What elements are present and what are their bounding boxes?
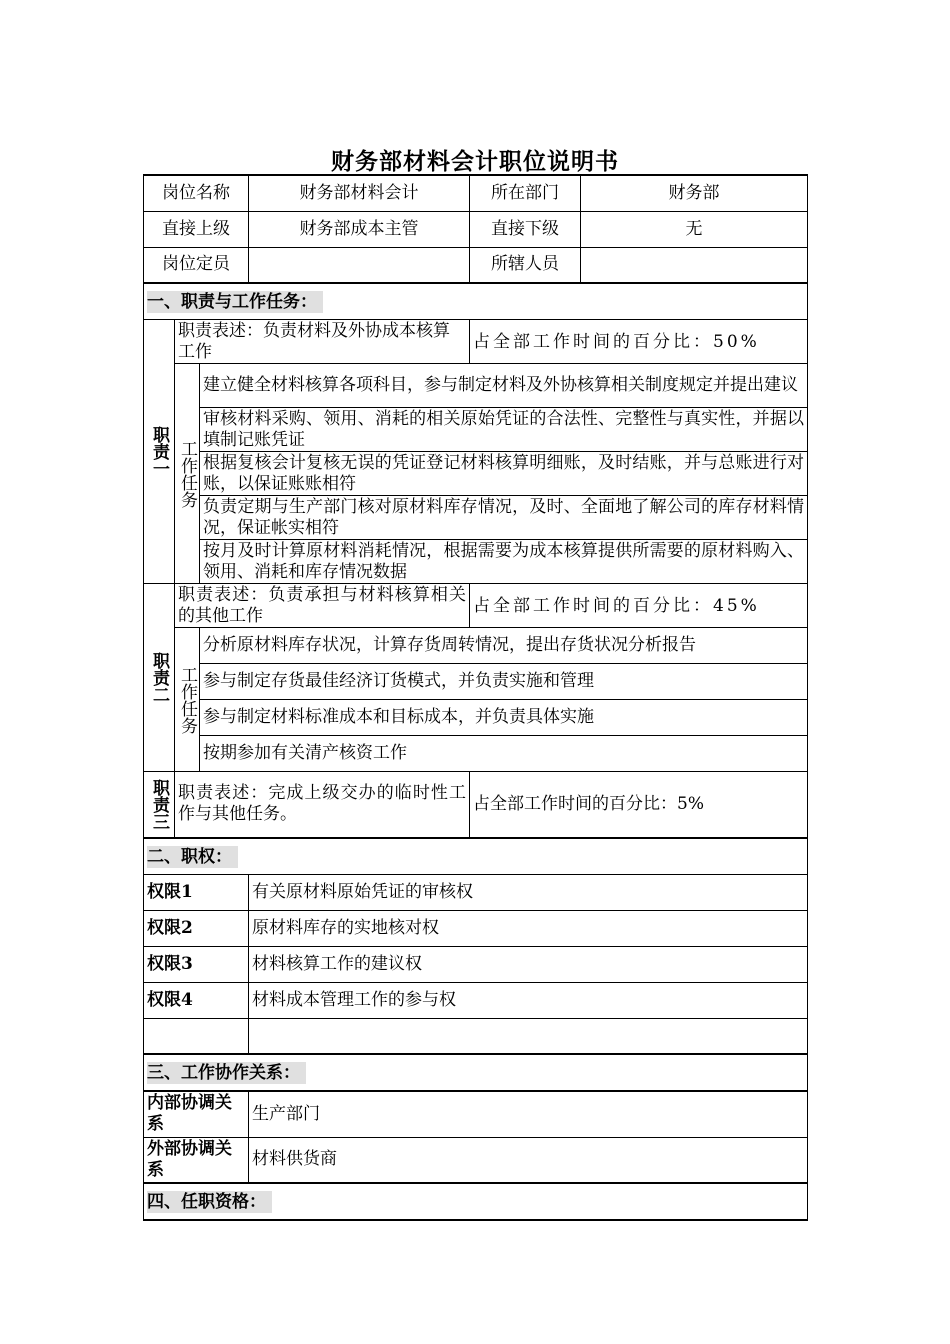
subordinate-value: 无	[581, 211, 808, 247]
task-row	[144, 496, 808, 540]
authority-row	[144, 982, 808, 1018]
section-title-relations: 三、工作协作关系：	[147, 1062, 306, 1084]
relation-label: 外部协调关系	[144, 1137, 249, 1183]
duty-percent: 占全部工作时间的百分比：5%	[470, 772, 808, 838]
duty-label: 职责二	[144, 584, 175, 772]
task-item: 根据复核会计复核无误的凭证登记材料核算明细账，及时结账，并与总账进行对账，以保证账账相符	[200, 452, 808, 496]
relation-row	[144, 1091, 808, 1137]
authority-value: 原材料库存的实地核对权	[249, 910, 808, 946]
section-title-duties: 一、职责与工作任务：	[147, 291, 323, 313]
header-row	[144, 175, 808, 211]
task-item: 建立健全材料核算各项科目，参与制定材料及外协核算相关制度规定并提出建议	[200, 364, 808, 408]
section-title-qualifications: 四、任职资格：	[147, 1191, 272, 1213]
authority-label: 权限3	[144, 946, 249, 982]
superior-value: 财务部成本主管	[249, 211, 470, 247]
staff-value	[581, 247, 808, 283]
relation-row	[144, 1137, 808, 1183]
task-item: 参与制定存货最佳经济订货模式，并负责实施和管理	[200, 664, 808, 700]
task-row	[144, 664, 808, 700]
relation-value: 材料供货商	[249, 1137, 808, 1183]
header-row	[144, 247, 808, 283]
superior-label: 直接上级	[144, 211, 249, 247]
task-item: 按月及时计算原材料消耗情况，根据需要为成本核算提供所需要的原材料购入、领用、消耗和库存情况数据	[200, 540, 808, 584]
duty-row	[144, 320, 808, 364]
subordinate-label: 直接下级	[470, 211, 581, 247]
duty-statement: 职责表述：负责承担与材料核算相关的其他工作	[175, 584, 470, 628]
task-item: 参与制定材料标准成本和目标成本，并负责具体实施	[200, 700, 808, 736]
relation-label: 内部协调关系	[144, 1091, 249, 1137]
section-header	[144, 838, 808, 875]
headcount-value	[249, 247, 470, 283]
task-row	[144, 452, 808, 496]
section-header	[144, 1054, 808, 1091]
authority-row-empty	[144, 1018, 808, 1054]
task-item: 按期参加有关清产核资工作	[200, 736, 808, 772]
duty-percent: 占全部工作时间的百分比：45%	[470, 584, 808, 628]
authority-label: 权限2	[144, 910, 249, 946]
relation-value: 生产部门	[249, 1091, 808, 1137]
duty-label: 职责三	[144, 772, 175, 838]
authority-row	[144, 946, 808, 982]
section-header	[144, 1183, 808, 1220]
page-title: 财务部材料会计职位说明书	[331, 148, 619, 175]
authority-row	[144, 874, 808, 910]
task-row	[144, 408, 808, 452]
position-name-value: 财务部材料会计	[249, 175, 470, 211]
authority-label: 权限4	[144, 982, 249, 1018]
headcount-label: 岗位定员	[144, 247, 249, 283]
authority-value: 材料核算工作的建议权	[249, 946, 808, 982]
duty-statement: 职责表述：完成上级交办的临时性工作与其他任务。	[175, 772, 470, 838]
job-description-table	[143, 174, 808, 1221]
duty-row	[144, 584, 808, 628]
section-header	[144, 283, 808, 320]
task-row	[144, 736, 808, 772]
department-label: 所在部门	[470, 175, 581, 211]
authority-label: 权限1	[144, 874, 249, 910]
task-row	[144, 364, 808, 408]
authority-value: 有关原材料原始凭证的审核权	[249, 874, 808, 910]
duty-label: 职责一	[144, 320, 175, 584]
section-title-authority: 二、职权：	[147, 846, 238, 868]
department-value: 财务部	[581, 175, 808, 211]
duty-row	[144, 772, 808, 838]
header-row	[144, 211, 808, 247]
authority-value: 材料成本管理工作的参与权	[249, 982, 808, 1018]
duty-percent: 占全部工作时间的百分比：50%	[470, 320, 808, 364]
task-row	[144, 628, 808, 664]
task-item: 负责定期与生产部门核对原材料库存情况，及时、全面地了解公司的库存材料情况，保证帐实相符	[200, 496, 808, 540]
task-item: 审核材料采购、领用、消耗的相关原始凭证的合法性、完整性与真实性，并据以填制记账凭证	[200, 408, 808, 452]
task-row	[144, 700, 808, 736]
authority-row	[144, 910, 808, 946]
task-row	[144, 540, 808, 584]
task-label: 工作任务	[175, 364, 200, 584]
staff-label: 所辖人员	[470, 247, 581, 283]
position-name-label: 岗位名称	[144, 175, 249, 211]
duty-statement: 职责表述：负责材料及外协成本核算工作	[175, 320, 470, 364]
task-label: 工作任务	[175, 628, 200, 772]
task-item: 分析原材料库存状况，计算存货周转情况，提出存货状况分析报告	[200, 628, 808, 664]
